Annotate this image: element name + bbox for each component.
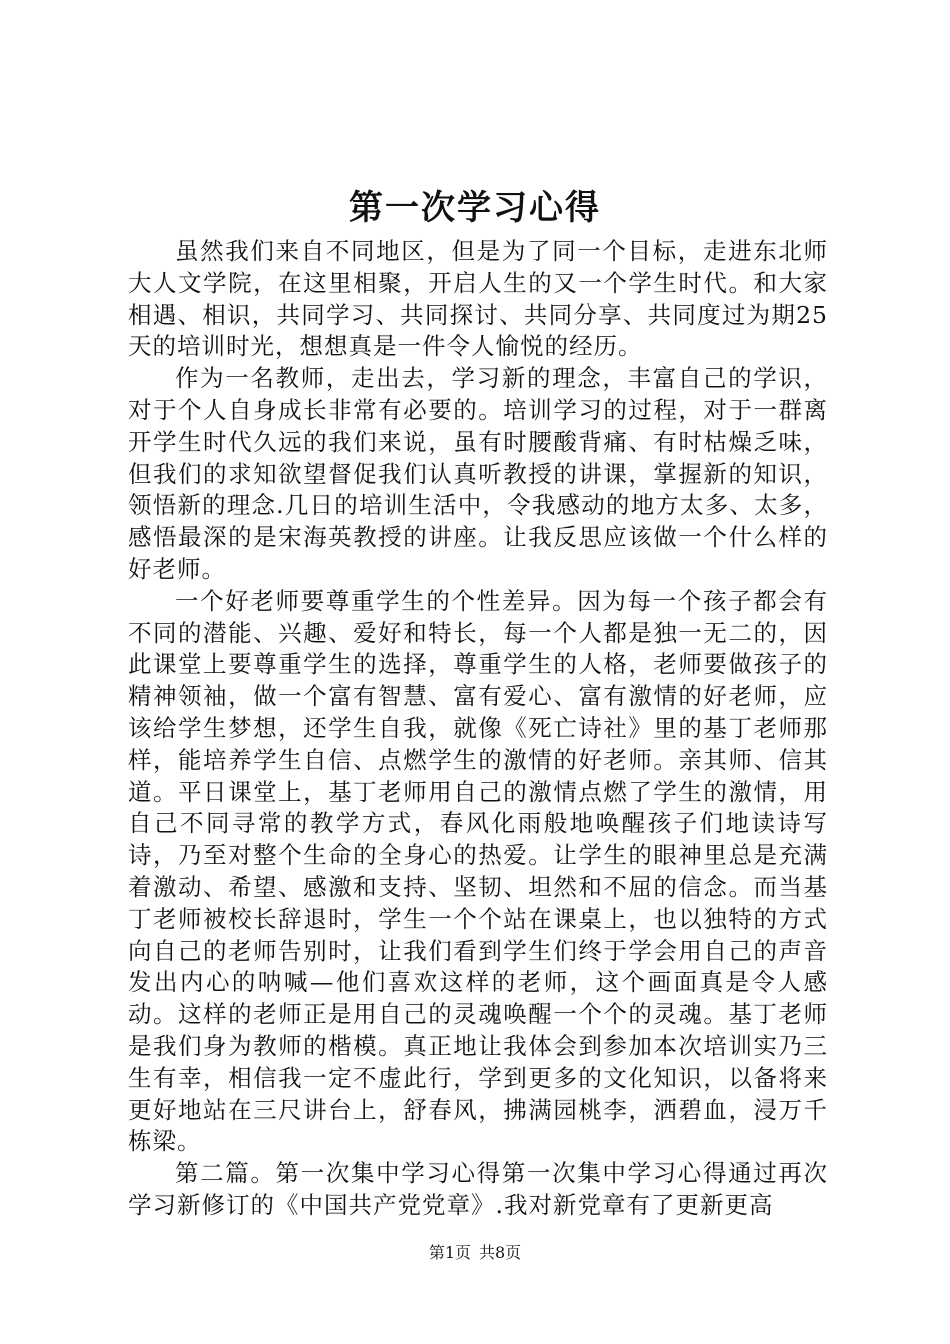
- paragraph: 作为一名教师，走出去，学习新的理念，丰富自己的学识，对于个人自身成长非常有必要的。培训学习的过程，对于一群离开学生时代久远的我们来说，虽有时腰酸背痛、有时枯燥乏味，但我们的求知欲望督促我们认真听教授的讲课，掌握新的知识，领悟新的理念.几日的培训生活中，令我感动的地方太多、太多，感悟最深的是宋海英教授的讲座。让我反思应该做一个什么样的好老师。: [128, 364, 828, 583]
- document-title: 第一次学习心得: [349, 188, 601, 228]
- page-footer: [0, 1241, 950, 1265]
- paragraph: 虽然我们来自不同地区，但是为了同一个目标，走进东北师大人文学院，在这里相聚，开启人生的又一个学生时代。和大家相遇、相识，共同学习、共同探讨、共同分享、共同度过为期25天的培训时光，想想真是一件令人愉悦的经历。: [128, 237, 828, 361]
- page-total: 共8页: [479, 1243, 522, 1262]
- document-body: [128, 236, 828, 1222]
- paragraph: 一个好老师要尊重学生的个性差异。因为每一个孩子都会有不同的潜能、兴趣、爱好和特长，每一个人都是独一无二的，因此课堂上要尊重学生的选择，尊重学生的人格，老师要做孩子的精神领袖，做一个富有智慧、富有爱心、富有激情的好老师，应该给学生梦想，还学生自我，就像《死亡诗社》里的基丁老师那样，能培养学生自信、点燃学生的激情的好老师。亲其师、信其道。平日课堂上，基丁老师用自己的激情点燃了学生的激情，用自己不同寻常的教学方式，春风化雨般地唤醒孩子们地读诗写诗，乃至对整个生命的全身心的热爱。让学生的眼神里总是充满着激动、希望、感激和支持、坚韧、坦然和不屈的信念。而当基丁老师被校长辞退时，学生一个个站在课桌上，也以独特的方式向自己的老师告别时，让我们看到学生们终于学会用自己的声音发出内心的呐喊—他们喜欢这样的老师，这个画面真是令人感动。这样的老师正是用自己的灵魂唤醒一个个的灵魂。基丁老师是我们身为教师的楷模。真正地让我体会到参加本次培训实乃三生有幸，相信我一定不虚此行，学到更多的文化知识，以备将来更好地站在三尺讲台上，舒春风，拂满园桃李，洒碧血，浸万千栋梁。: [128, 586, 828, 1156]
- paragraph: 第二篇。第一次集中学习心得第一次集中学习心得通过再次学习新修订的《中国共产党党章》.我对新党章有了更新更高: [128, 1159, 828, 1219]
- page-number: 第1页: [428, 1243, 471, 1262]
